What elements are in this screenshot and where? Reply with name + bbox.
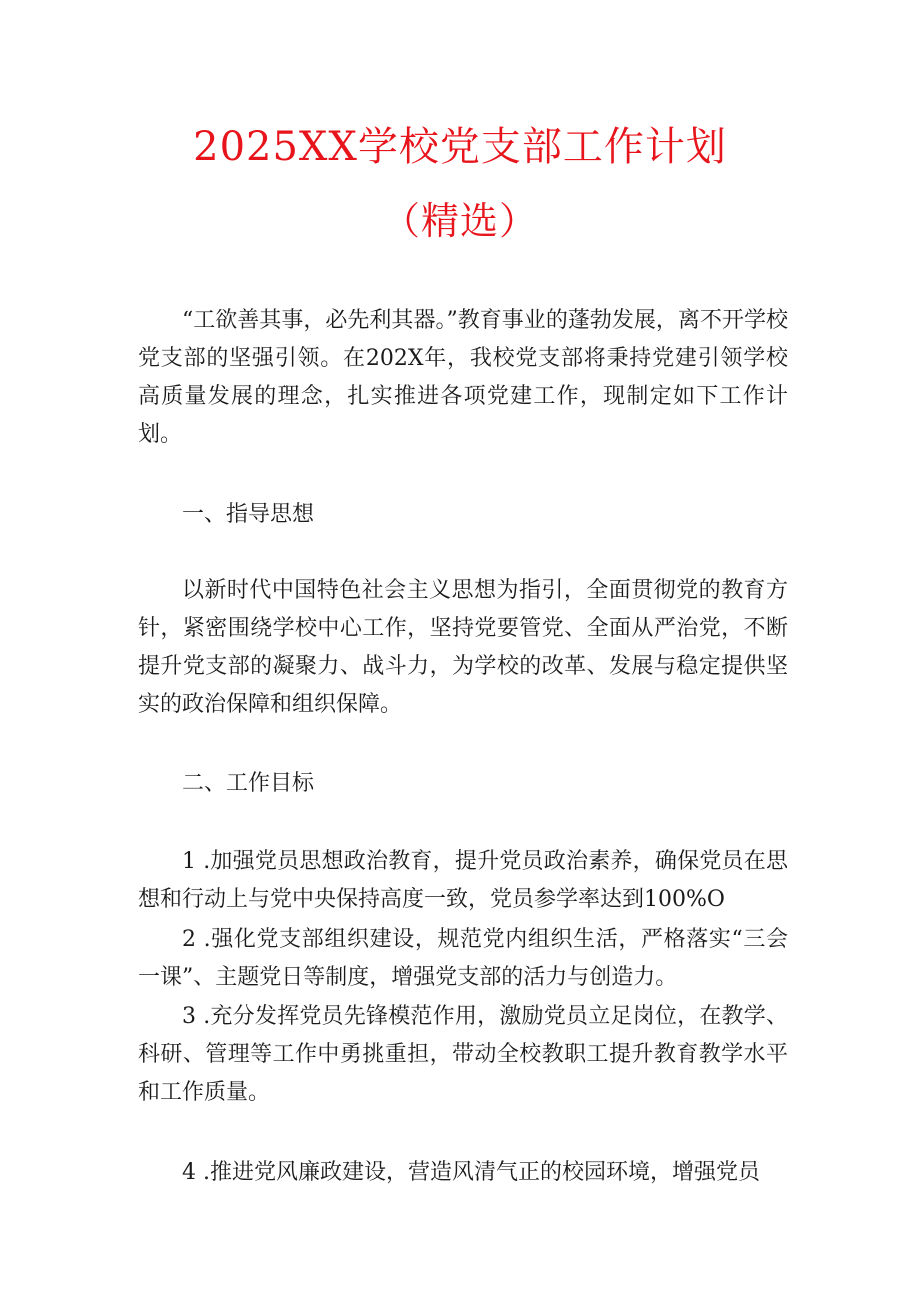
section-heading-guiding-thought: 一、指导思想 — [182, 502, 315, 527]
goal-item-1: 1 .加强党员思想政治教育，提升党员政治素养，确保党员在思想和行动上与党中央保持高度一致，党员参学率达到100%O — [138, 849, 788, 912]
guiding-thought-paragraph: 以新时代中国特色社会主义思想为指引，全面贯彻党的教育方针，紧密围绕学校中心工作，坚持党要管党、全面从严治党，不断提升党支部的凝聚力、战斗力，为学校的改革、发展与稳定提供坚实的政治保障和组织保障。 — [138, 578, 788, 717]
intro-paragraph: “工欲善其事，必先利其器。”教育事业的蓬勃发展，离不开学校党支部的坚强引领。在202X年，我校党支部将秉持党建引领学校高质量发展的理念，扎实推进各项党建工作，现制定如下工作计划。 — [138, 308, 788, 447]
document-title: 2025XX学校党支部工作计划 — [193, 124, 727, 170]
document-subtitle: （精选） — [381, 199, 538, 243]
section-heading-work-goals: 二、工作目标 — [182, 771, 315, 796]
goal-item-4: 4 .推进党风廉政建设，营造风清气正的校园环境，增强党员 — [182, 1160, 760, 1185]
goal-item-3: 3 .充分发挥党员先锋模范作用，激励党员立足岗位，在教学、科研、管理等工作中勇挑重担，带动全校教职工提升教育教学水平和工作质量。 — [138, 1004, 788, 1105]
goal-item-2: 2 .强化党支部组织建设，规范党内组织生活，严格落实“三会一课”、主题党日等制度，增强党支部的活力与创造力。 — [138, 927, 788, 990]
